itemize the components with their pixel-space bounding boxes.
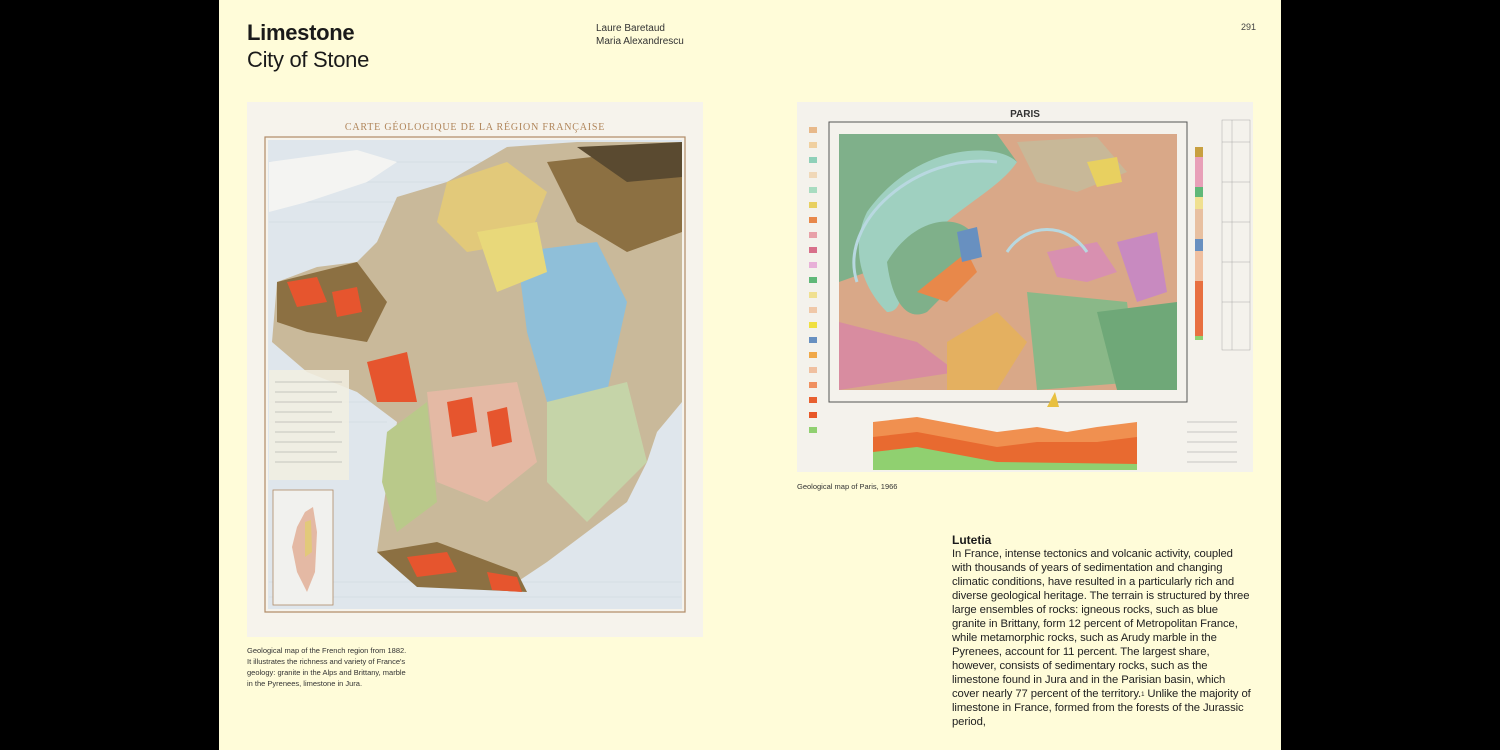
author-name: Laure Baretaud <box>596 23 665 34</box>
body-text-part: Unlike the majority of limestone in France, formed from the forests of the Jurassic period, <box>952 688 1251 728</box>
paris-map-title: PARIS <box>1010 109 1040 120</box>
paris-map-illustration <box>797 102 1253 472</box>
legend-swatches <box>809 127 817 433</box>
page-number: 291 <box>1241 22 1257 32</box>
section-heading: Lutetia <box>952 533 992 547</box>
figure-caption-paris: Geological map of Paris, 1966 <box>797 482 898 491</box>
france-map-title: CARTE GÉOLOGIQUE DE LA RÉGION FRANÇAISE <box>344 122 606 133</box>
footnote-marker[interactable]: 1 <box>1141 692 1145 698</box>
france-geological-map <box>247 102 703 637</box>
chapter-subtitle: City of Stone <box>247 47 370 72</box>
author-name: Maria Alexandrescu <box>596 35 684 47</box>
chapter-title: Limestone <box>247 20 355 45</box>
article-body <box>952 547 1252 729</box>
body-text-part: In France, intense tectonics and volcanic activity, coupled with thousands of years of sedimentation and changing climatic conditions, have resulted in a particularly rich and diverse geological heritage. The terrain is structured by three large ensembles of rocks: igneous rocks, such as blue granite in Brittany, form 12 percent of Metropolitan France, while metamorphic rocks, such as Arudy marble in the Pyrenees, account for 11 percent. The largest share, however, consists of sedimentary rocks, such as the limestone found in Jura and in the Parisian basin, which cover nearly 77 percent of the territory. <box>952 548 1250 700</box>
book-page-spread <box>219 0 1281 750</box>
france-map-illustration <box>247 102 703 637</box>
figure-caption-france: Geological map of the French region from 1882. It illustrates the richness and variety of France's geology: granite in the Alps and Brittany, marble in the Pyrenees, limestone in Jura. <box>247 646 407 688</box>
authors <box>596 23 684 48</box>
paris-geological-map <box>797 102 1253 472</box>
